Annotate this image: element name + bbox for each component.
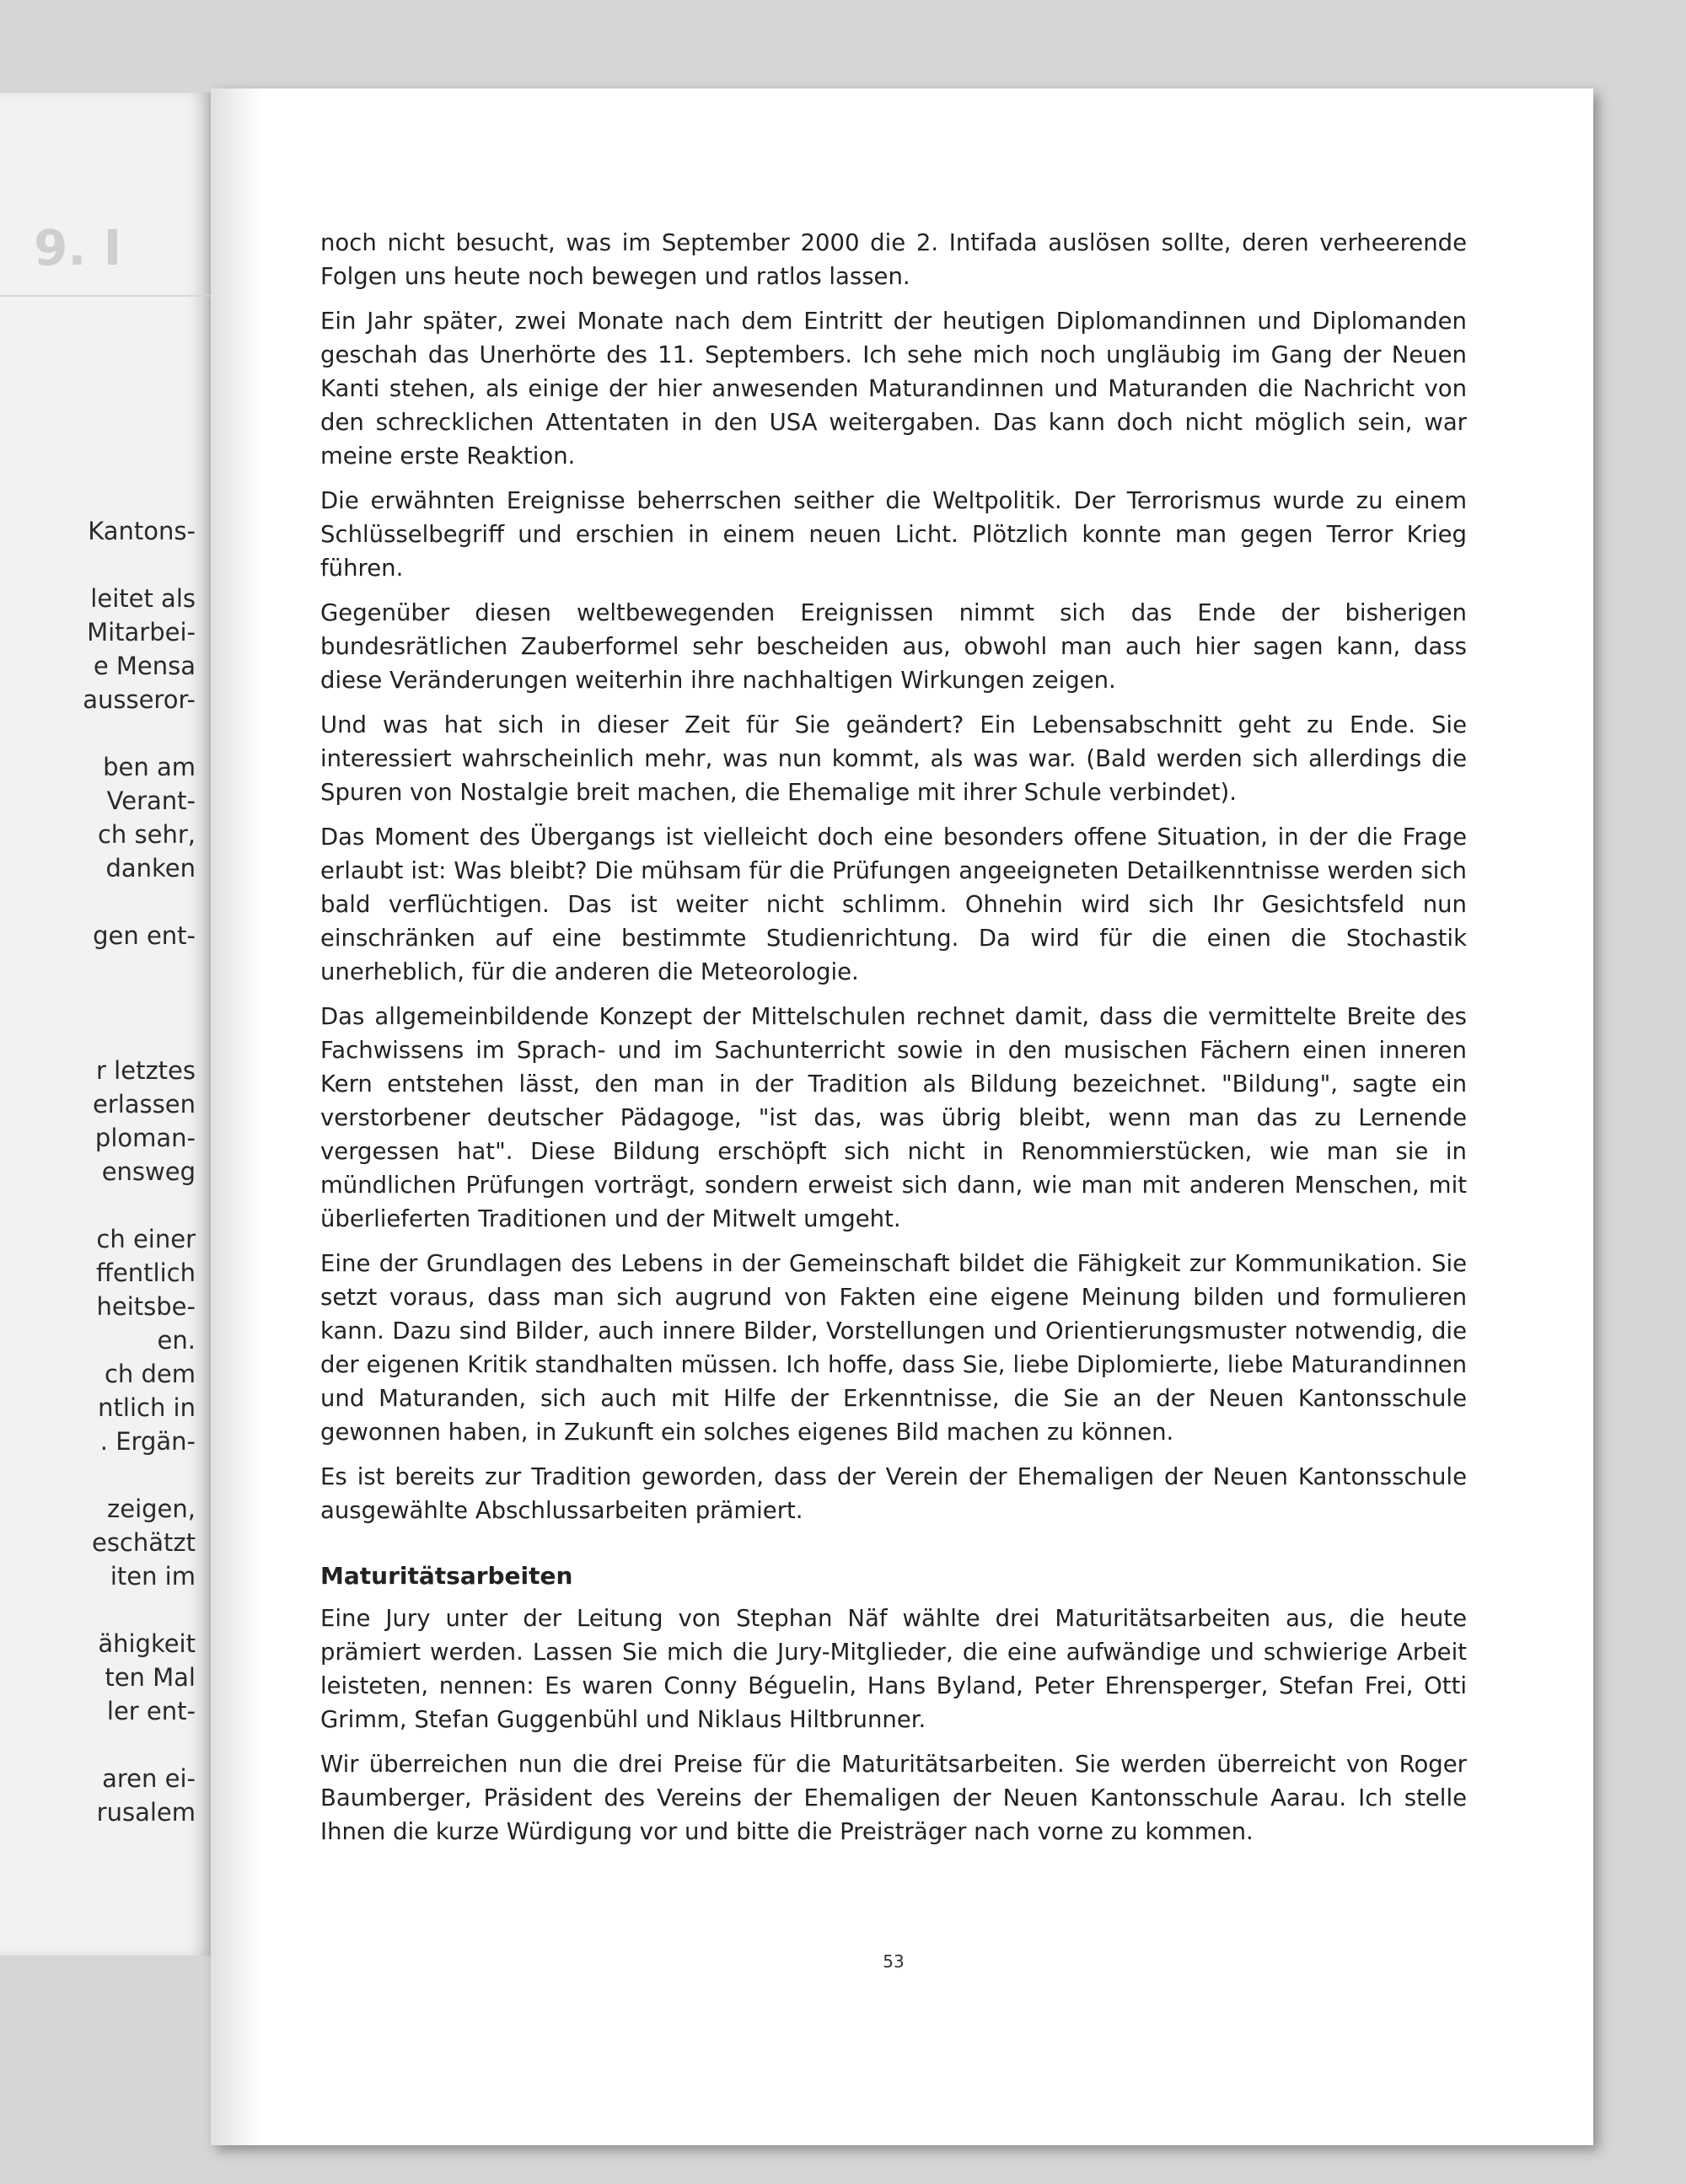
left-page-line: ten Mal	[105, 1663, 196, 1692]
main-page-content	[320, 226, 1467, 1859]
left-page-line: en.	[157, 1326, 196, 1355]
left-page-line: iten im	[110, 1562, 196, 1591]
left-page-line-gap	[0, 1728, 196, 1762]
section-heading: Maturitätsarbeiten	[320, 1562, 573, 1590]
page-gutter-shadow	[211, 89, 261, 2145]
left-page-line-gap	[0, 986, 196, 1020]
left-page-line: heitsbe-	[96, 1292, 196, 1321]
left-page-rule	[0, 295, 211, 297]
left-page-line: aren ei-	[102, 1764, 196, 1793]
left-page-line-gap	[0, 548, 196, 582]
paragraph: Und was hat sich in dieser Zeit für Sie geändert? Ein Lebensabschnitt geht zu Ende. Sie interessiert wahrscheinlich mehr, was nun kommt, als was war. (Bald werden sich allerdings die Spuren von Nostalgie breit machen, die Ehemalige mit ihrer Schule verbindet).	[320, 711, 1467, 806]
left-page-line-gap	[0, 716, 196, 750]
left-page-line: ch sehr,	[97, 820, 196, 849]
left-page-line: ch einer	[96, 1225, 196, 1253]
left-page-line: ntlich in	[98, 1393, 196, 1422]
left-page-line: gen ent-	[93, 921, 196, 950]
left-page-line: Kantons-	[88, 517, 196, 545]
left-page	[0, 93, 211, 1956]
left-page-text-fragments	[0, 514, 196, 1829]
left-page-line: ffentlich	[95, 1258, 196, 1287]
paragraph: Das allgemeinbildende Konzept der Mittelschulen rechnet damit, dass die vermittelte Breite des Fachwissens im Sprach- und im Sachunterricht sowie in den musischen Fächern einen inneren Kern entstehen lässt, den man in der Tradition als Bildung bezeichnet. "Bildung", sagte ein verstorbener deutscher Pädagoge, "ist das, was übrig bleibt, wenn man das zu Lernende vergessen hat". Diese Bildung erschöpft sich nicht in Renommierstücken, wie man sie in mündlichen Prüfungen vorträgt, sondern erweist sich dann, wie man mit anderen Menschen, mit überlieferten Traditionen und der Mitwelt umgeht.	[320, 1003, 1467, 1232]
left-page-line: ploman-	[94, 1124, 196, 1152]
paragraph: Eine der Grundlagen des Lebens in der Gemeinschaft bildet die Fähigkeit zur Kommunikation. Sie setzt voraus, dass man sich augrund von Fakten eine eigene Meinung bilden und formulieren kann. Dazu sind Bilder, auch innere Bilder, Vorstellungen und Orientierungsmuster notwendig, die der eigenen Kritik standhalten müssen. Ich hoffe, dass Sie, liebe Diplomierte, liebe Maturandinnen und Maturanden, sich auch mit Hilfe der Erkenntnisse, die Sie an der Neuen Kantonsschule gewonnen haben, in Zukunft ein solches eigenes Bild machen zu können.	[320, 1250, 1467, 1446]
left-page-line-gap	[0, 1189, 196, 1222]
left-page-line-gap	[0, 952, 196, 986]
paragraph: Es ist bereits zur Tradition geworden, dass der Verein der Ehemaligen der Neuen Kantonsschule ausgewählte Abschlussarbeiten prämiert.	[320, 1463, 1467, 1524]
paragraph: Ein Jahr später, zwei Monate nach dem Eintritt der heutigen Diplomandinnen und Diplomanden geschah das Unerhörte des 11. Septembers. Ich sehe mich noch ungläubig im Gang der Neuen Kanti stehen, als einige der hier anwesenden Maturandinnen und Maturanden die Nachricht von den schrecklichen Attentaten in den USA weitergaben. Das kann doch nicht möglich sein, war meine erste Reaktion.	[320, 308, 1467, 470]
left-page-line: r letztes	[96, 1056, 196, 1085]
section-paragraph: Eine Jury unter der Leitung von Stephan Näf wählte drei Maturitätsarbeiten aus, die heute prämiert werden. Lassen Sie mich die Jury-Mitglieder, die eine aufwändige und schwierige Arbeit leisteten, nennen: Es waren Conny Béguelin, Hans Byland, Peter Ehrensperger, Stefan Frei, Otti Grimm, Stefan Guggenbühl und Niklaus Hiltbrunner.	[320, 1605, 1467, 1733]
page-number: 53	[883, 1951, 905, 1972]
paragraph: noch nicht besucht, was im September 2000 die 2. Intifada auslösen sollte, deren verheerende Folgen uns heute noch bewegen und ratlos lassen.	[320, 229, 1467, 290]
paragraph: Das Moment des Übergangs ist vielleicht doch eine besonders offene Situation, in der die Frage erlaubt ist: Was bleibt? Die mühsam für die Prüfungen angeeigneten Detailkenntnisse werden sich bald verflüchtigen. Das ist weiter nicht schlimm. Ohnehin wird sich Ihr Gesichtsfeld nun einschränken auf eine bestimmte Studienrichtung. Da wird für die einen die Stochastik unerheblich, für die anderen die Meteorologie.	[320, 824, 1467, 985]
left-page-line-gap	[0, 1458, 196, 1492]
left-page-line-gap	[0, 1593, 196, 1627]
left-page-line: ch dem	[104, 1360, 196, 1388]
left-page-line: danken	[105, 854, 196, 883]
paragraph: Die erwähnten Ereignisse beherrschen seither die Weltpolitik. Der Terrorismus wurde zu einem Schlüsselbegriff und erschien in einem neuen Licht. Plötzlich konnte man gegen Terror Krieg führen.	[320, 487, 1467, 582]
left-page-line: leitet als	[90, 584, 196, 613]
left-page-line: rusalem	[96, 1798, 196, 1827]
left-page-line: Mitarbei-	[87, 618, 196, 647]
left-page-line: zeigen,	[107, 1494, 196, 1523]
left-page-line: erlassen	[92, 1090, 196, 1119]
paragraph: Gegenüber diesen weltbewegenden Ereignissen nimmt sich das Ende der bisherigen bundesrätlichen Zauberformel sehr bescheiden aus, obwohl man auch hier sagen kann, dass diese Veränderungen weiterhin ihre nachhaltigen Wirkungen zeigen.	[320, 599, 1467, 694]
left-page-line: e Mensa	[93, 652, 196, 680]
left-page-line: ben am	[103, 753, 196, 781]
left-page-line: . Ergän-	[99, 1427, 196, 1456]
left-page-line-gap	[0, 1020, 196, 1054]
left-page-header-fragment: 9. I	[34, 219, 122, 276]
section-paragraph: Wir überreichen nun die drei Preise für die Maturitätsarbeiten. Sie werden überreicht von Roger Baumberger, Präsident des Vereins der Ehemaligen der Neuen Kantonsschule Aarau. Ich stelle Ihnen die kurze Würdigung vor und bitte die Preisträger nach vorne zu kommen.	[320, 1751, 1467, 1845]
left-page-line: Verant-	[106, 786, 196, 815]
left-page-line-gap	[0, 885, 196, 919]
left-page-line: ensweg	[101, 1157, 196, 1186]
left-page-line: ähigkeit	[98, 1629, 196, 1658]
left-page-line: eschätzt	[91, 1528, 196, 1557]
left-page-line: ausseror-	[83, 685, 196, 714]
left-page-line: ler ent-	[106, 1697, 196, 1725]
